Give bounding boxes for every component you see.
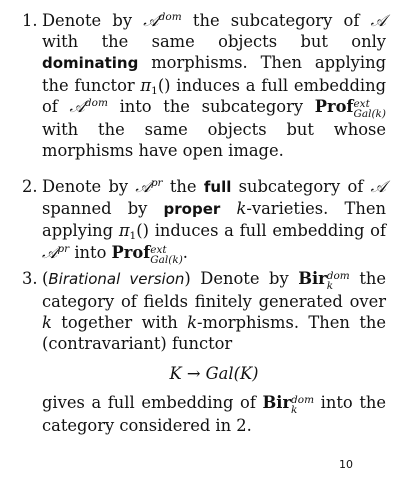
page-number: 10: [339, 458, 353, 471]
display-formula: K → Gal(K): [169, 363, 259, 383]
item-number: 1.: [22, 11, 38, 30]
category-A-symbol: 𝒜: [143, 11, 159, 30]
list-item-2: [22, 176, 386, 265]
birational-version-label: Birational version: [48, 270, 185, 288]
item-number: 2.: [22, 177, 38, 196]
emphasis-full: full: [203, 178, 232, 196]
category-A-symbol: 𝒜: [370, 11, 386, 30]
item-text: (Birational version) Denote by Bir dom k the category of fields finitely generated over k together with k-morphisms. Then the (contravariant) functor K → Gal(K) gives a full embedding of Bir dom k into the category considered in 2.: [42, 269, 387, 435]
list-item-1: [22, 10, 386, 161]
list-item-3: [22, 268, 386, 436]
prof-symbol: Prof: [314, 96, 354, 116]
bir-symbol: Bir: [298, 269, 327, 288]
item-number: 3.: [22, 269, 38, 288]
emphasis-dominating: dominating: [42, 54, 139, 73]
item-text: Denote by 𝒜$^{pr}$ the full subcategory of 𝒜 spanned by proper k-varieties. Then applying $\pi_1()$ induces a full embedding of 𝒜$^{pr}$ into Prof ext Gal(k) .: [42, 177, 387, 266]
emphasis-proper: proper: [163, 200, 221, 219]
item-text: Denote by 𝒜$^{dom}$ the subcategory of 𝒜 with the same objects but only dominating morphisms. Then applying the functor $\pi_1()$ induces a full embedding of 𝒜$^{dom}$ into the subcategory Prof ext Gal(k) with the same objects but whose morphisms have open image.: [42, 11, 386, 161]
